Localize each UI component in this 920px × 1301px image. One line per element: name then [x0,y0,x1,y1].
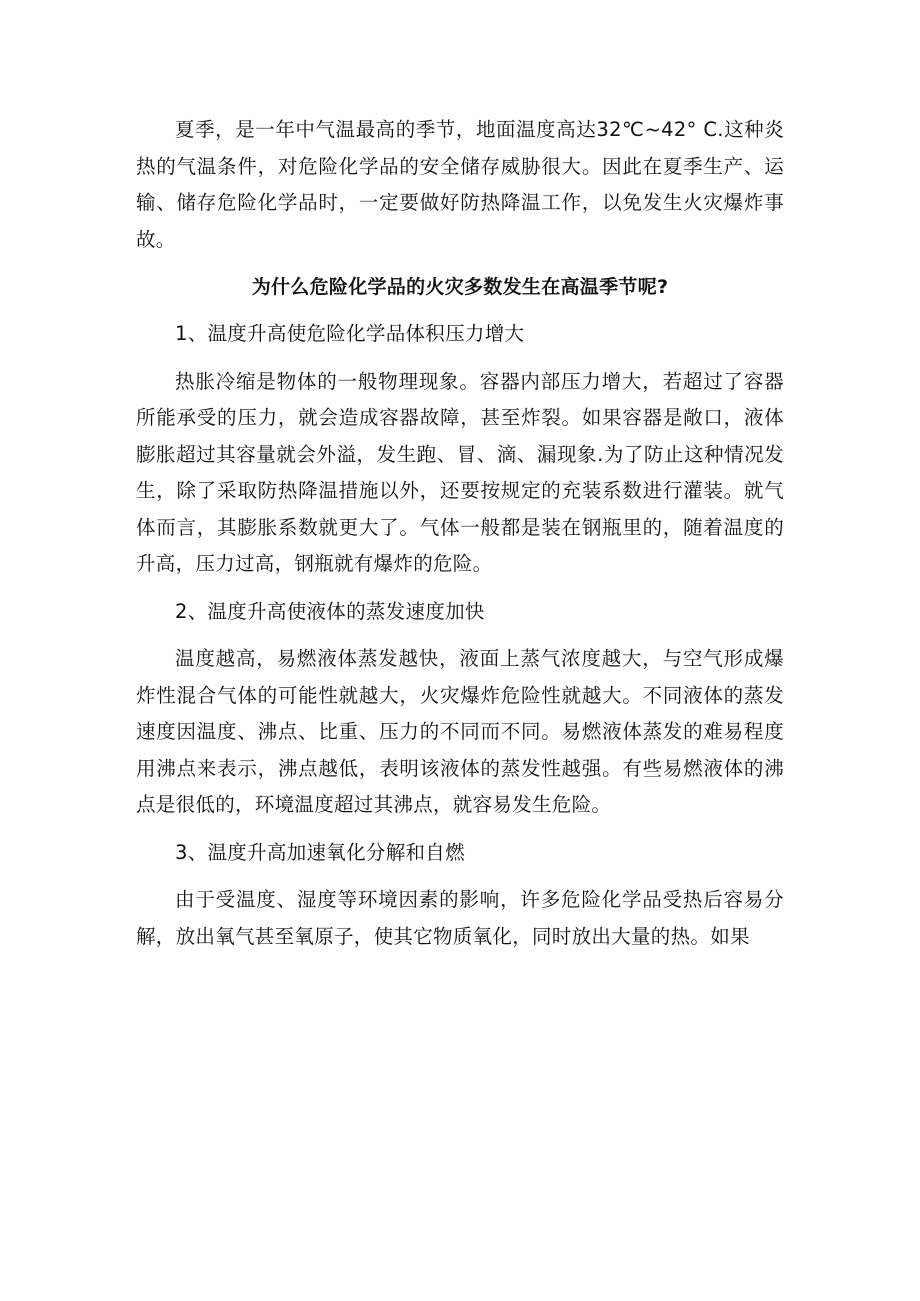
subsection-title-2: 2、温度升高使液体的蒸发速度加快 [175,599,485,623]
section-heading: 为什么危险化学品的火灾多数发生在高温季节呢? [251,276,669,298]
document-body [136,112,784,966]
subsection-body-3: 由于受温度、湿度等环境因素的影响，许多危险化学品受热后容易分解，放出氧气甚至氧原子，使其它物质氧化，同时放出大量的热。如果 [136,888,784,948]
subsection-body-1: 热胀冷缩是物体的一般物理现象。容器内部压力增大，若超过了容器所能承受的压力，就会造成容器故障，甚至炸裂。如果容器是敞口，液体膨胀超过其容量就会外溢，发生跑、冒、滴、漏现象.为了防止这种情况发生，除了采取防热降温措施以外，还要按规定的充装系数进行灌装。就气体而言，其膨胀系数就更大了。气体一般都是装在钢瓶里的，随着温度的升高，压力过高，钢瓶就有爆炸的危险。 [136,369,784,575]
subsection-title-3: 3、温度升高加速氧化分解和自燃 [175,840,465,864]
intro-paragraph: 夏季，是一年中气温最高的季节，地面温度高达32℃~42° C.这种炎热的气温条件，对危险化学品的安全储存威胁很大。因此在夏季生产、运输、储存危险化学品时，一定要做好防热降温工作，以免发生火灾爆炸事故。 [136,118,784,251]
subsection-body-2: 温度越高，易燃液体蒸发越快，液面上蒸气浓度越大，与空气形成爆炸性混合气体的可能性就越大，火灾爆炸危险性就越大。不同液体的蒸发速度因温度、沸点、比重、压力的不同而不同。易燃液体蒸发的难易程度用沸点来表示，沸点越低，表明该液体的蒸发性越强。有些易燃液体的沸点是很低的，环境温度超过其沸点，就容易发生危险。 [136,647,784,816]
subsection-title-1: 1、温度升高使危险化学品体积压力增大 [175,322,525,345]
